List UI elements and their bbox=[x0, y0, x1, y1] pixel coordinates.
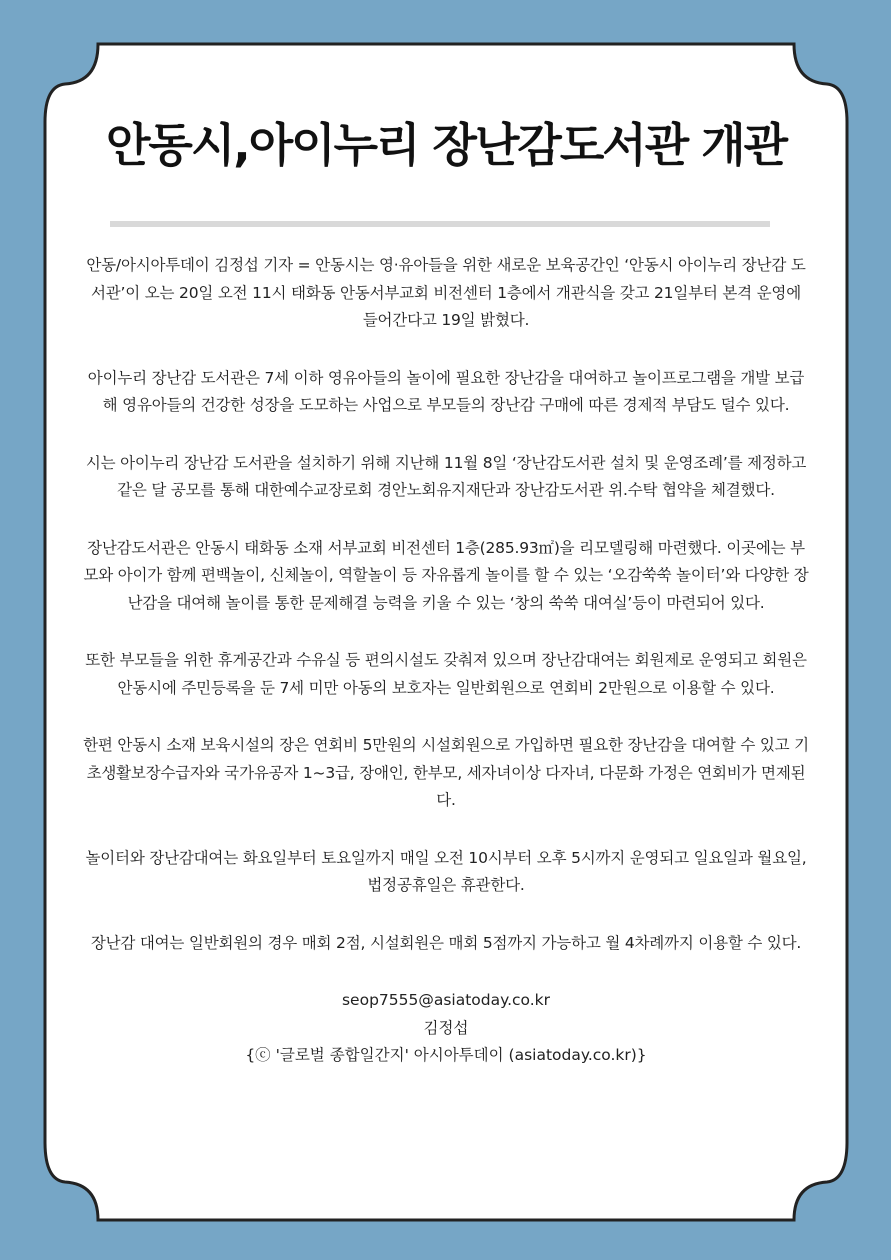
paragraph: 또한 부모들을 위한 휴게공간과 수유실 등 편의시설도 갖춰져 있으며 장난감대여는 회원제로 운영되고 회원은 안동시에 주민등록을 둔 7세 미만 아동의 보호자는 일반회원으로 연회비 2만원으로 이용할 수 있다. bbox=[85, 651, 807, 697]
paragraph: 장난감도서관은 안동시 태화동 소재 서부교회 비전센터 1층(285.93㎡)을 리모델링해 마련했다. 이곳에는 부모와 아이가 함께 편백놀이, 신체놀이, 역할놀이 등 자유롭게 놀이를 할 수 있는 ‘오감쑥쑥 놀이터’와 다양한 장난감을 대여해 놀이를 통한 문제해결 능력을 키울 수 있는 ‘창의 쑥쑥 대여실’등이 마련되어 있다. bbox=[83, 538, 809, 612]
title-divider bbox=[110, 221, 770, 227]
article-body bbox=[82, 252, 810, 1070]
paragraph: 놀이터와 장난감대여는 화요일부터 토요일까지 매일 오전 10시부터 오후 5시까지 운영되고 일요일과 월요일, 법정공휴일은 휴관한다. bbox=[85, 848, 807, 894]
paragraph: 한편 안동시 소재 보육시설의 장은 연회비 5만원의 시설회원으로 가입하면 필요한 장난감을 대여할 수 있고 기초생활보장수급자와 국가유공자 1~3급, 장애인, 한부모, 세자녀이상 다자녀, 다문화 가정은 연회비가 면제된다. bbox=[83, 736, 809, 809]
paragraph: 장난감 대여는 일반회원의 경우 매회 2점, 시설회원은 매회 5점까지 가능하고 월 4차례까지 이용할 수 있다. bbox=[90, 933, 802, 952]
reporter-email: seop7555@asiatoday.co.kr bbox=[341, 991, 551, 1009]
reporter-name: 김정섭 bbox=[423, 1018, 469, 1037]
paragraph: 시는 아이누리 장난감 도서관을 설치하기 위해 지난해 11월 8일 ‘장난감도서관 설치 및 운영조례’를 제정하고 같은 달 공모를 통해 대한예수교장로회 경안노회유지재단과 장난감도서관 위.수탁 협약을 체결했다. bbox=[85, 453, 807, 499]
copyright-notice: {ⓒ '글로벌 종합일간지' 아시아투데이 (asiatoday.co.kr)} bbox=[245, 1046, 647, 1064]
article-title: 안동시,아이누리 장난감도서관 개관 bbox=[105, 118, 787, 172]
paragraph: 아이누리 장난감 도서관은 7세 이하 영유아들의 놀이에 필요한 장난감을 대여하고 놀이프로그램을 개발 보급해 영유아들의 건강한 성장을 도모하는 사업으로 부모들의 장난감 구매에 따른 경제적 부담도 덜수 있다. bbox=[87, 368, 805, 414]
paragraph: 안동/아시아투데이 김정섭 기자 = 안동시는 영·유아들을 위한 새로운 보육공간인 ‘안동시 아이누리 장난감 도서관’이 오는 20일 오전 11시 태화동 안동서부교회 비전센터 1층에서 개관식을 갖고 21일부터 본격 운영에 들어간다고 19일 밝혔다. bbox=[86, 256, 806, 329]
